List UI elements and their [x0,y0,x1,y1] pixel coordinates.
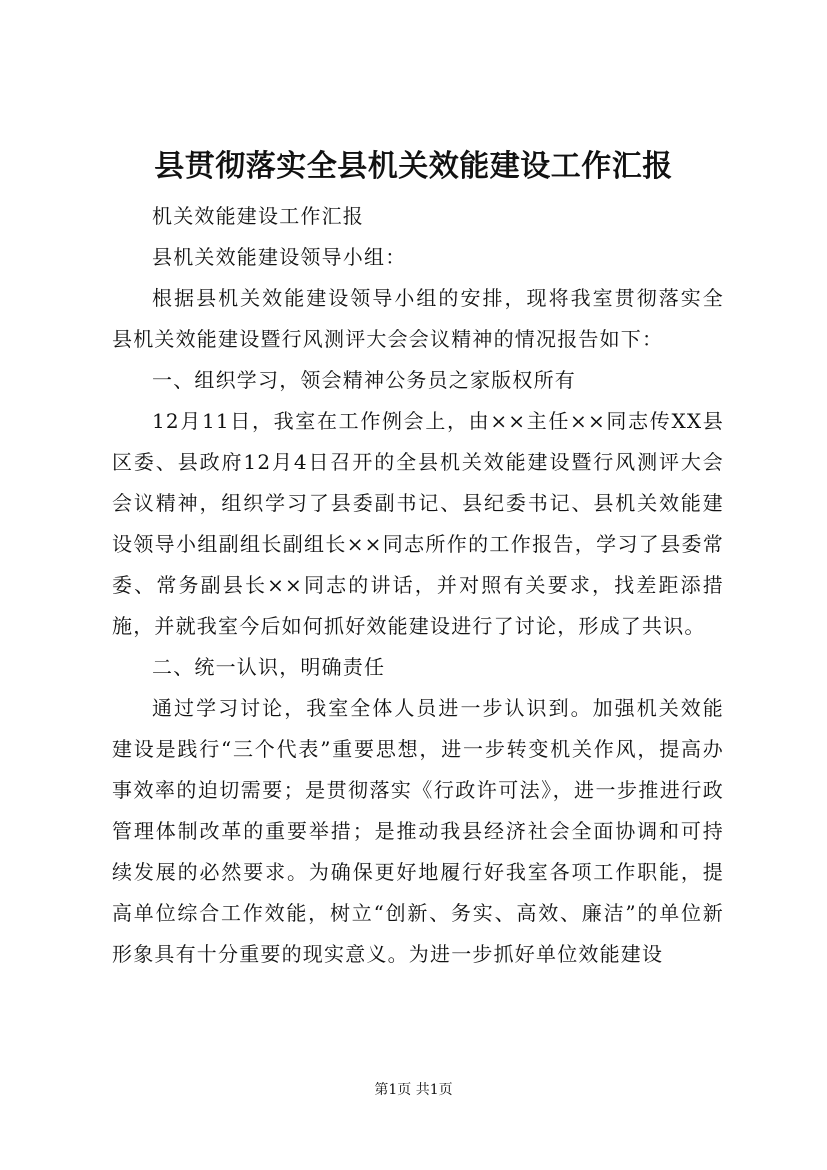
paragraph-addressee: 县机关效能建设领导小组： [152,245,407,269]
paragraph-section-1: 12月11日，我室在工作例会上，由××主任××同志传XX县区委、县政府12月4日召开的全县机关效能建设暨行风测评大会会议精神，组织学习了县委副书记、县纪委书记、县机关效能建设领导小组副组长副组长××同志所作的工作报告，学习了县委常委、常务副县长××同志的讲话，并对照有关要求，找差距添措施，并就我室今后如何抓好效能建设进行了讨论，形成了共识。 [112,409,724,638]
paragraph-intro: 根据县机关效能建设领导小组的安排，现将我室贯彻落实全县机关效能建设暨行风测评大会会议精神的情况报告如下： [112,286,724,351]
paragraph-section-2: 通过学习讨论，我室全体人员进一步认识到。加强机关效能建设是践行“三个代表”重要思想，进一步转变机关作风，提高办事效率的迫切需要；是贯彻落实《行政许可法》，进一步推进行政管理体制改革的重要举措；是推动我县经济社会全面协调和可持续发展的必然要求。为确保更好地履行好我室各项工作职能，提高单位综合工作效能，树立“创新、务实、高效、廉洁”的单位新形象具有十分重要的现实意义。为进一步抓好单位效能建设 [112,696,724,966]
document-body [112,196,724,975]
page-number-footer: 第1页 共1页 [374,1082,453,1098]
section-heading-1: 一、组织学习，领会精神公务员之家版权所有 [152,368,576,392]
document-title: 县贯彻落实全县机关效能建设工作汇报 [154,149,673,184]
paragraph-subtitle: 机关效能建设工作汇报 [152,204,364,228]
section-heading-2: 二、统一认识，明确责任 [152,655,386,679]
